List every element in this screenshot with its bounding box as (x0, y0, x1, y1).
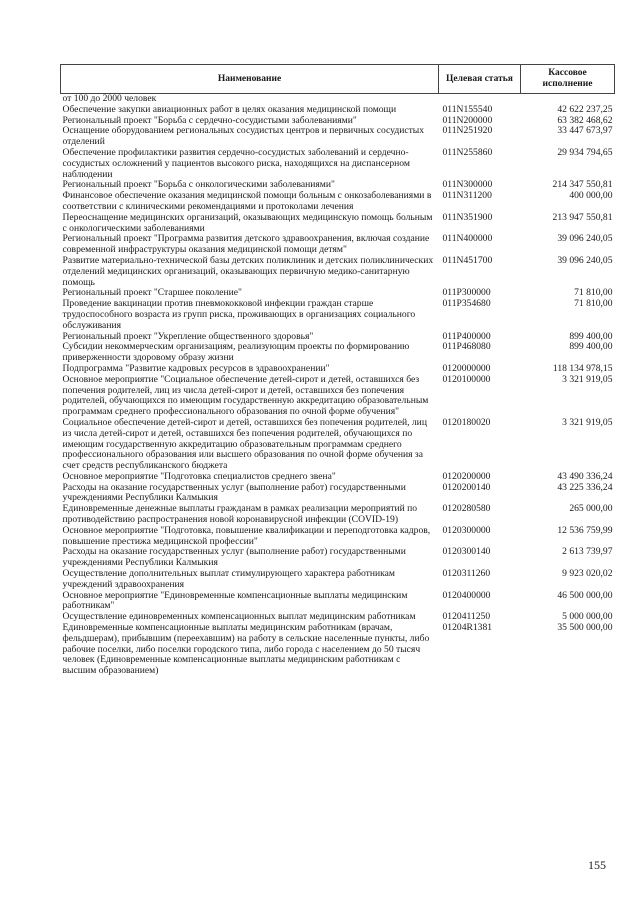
table-row (61, 591, 615, 613)
table-row (61, 375, 615, 418)
row-name: Региональный проект "Борьба с сердечно-сосудистыми заболеваниями" (62, 114, 357, 126)
row-name: Обеспечение профилактики развития сердечно-сосудистых заболеваний и сердечно-сосудистых осложнений у пациентов высокого риска, находящихся на диспансерном наблюдении (62, 146, 410, 180)
table-row (61, 234, 615, 256)
row-target-code: 0120200000 (442, 470, 491, 482)
row-target-code: 01204R1381 (442, 622, 493, 634)
row-target-code: 011N255860 (442, 146, 493, 158)
row-target-code: 0120300140 (442, 546, 491, 558)
row-amount: 39 096 240,05 (557, 254, 613, 266)
row-amount: 214 347 550,81 (552, 179, 613, 191)
row-name: Единовременные денежные выплаты гражданам в рамках реализации мероприятий по противодействию распространения новой коронавирусной инфекции (COVID-19) (62, 503, 418, 526)
row-target-code: 011N400000 (442, 233, 493, 245)
table-row (61, 213, 615, 235)
table-row (61, 504, 615, 526)
row-name: Единовременные компенсационные выплаты медицинским работникам (врачам, фельдшерам), прибывшим (переехавшим) на работу в сельские населенные пункты, либо рабочие поселки, либо поселки городского типа, либо города с населением до 50 тысяч человек (Единовременные компенсационные выплаты медицинским работникам с высшим образованием) (62, 622, 430, 677)
row-name: Основное мероприятие "Единовременные компенсационные выплаты медицинским работникам" (62, 589, 408, 612)
row-target-code: 0120200140 (442, 481, 491, 493)
row-target-code: 0120411250 (442, 611, 491, 623)
row-amount: 71 810,00 (574, 298, 613, 310)
row-name: Субсидии некоммерческим организациям, реализующим проекты по формированию приверженности здоровому образу жизни (62, 341, 410, 364)
row-amount: 46 500 000,00 (557, 589, 613, 601)
row-target-code: 0120000000 (442, 362, 491, 374)
row-name: Расходы на оказание государственных услуг (выполнение работ) государственными учреждениями Республики Калмыкия (62, 481, 406, 504)
row-name: Основное мероприятие "Подготовка, повышение квалификации и переподготовка кадров, повышение престижа медицинской профессии" (62, 524, 431, 547)
row-amount: 71 810,00 (574, 287, 613, 299)
row-name: от 100 до 2000 человек (62, 93, 157, 104)
header-target-code: Целевая статья (439, 65, 521, 94)
row-amount: 118 134 978,15 (552, 362, 613, 374)
row-amount: 2 613 739,97 (562, 546, 613, 558)
row-amount: 42 622 237,25 (557, 103, 613, 115)
table-row (61, 342, 615, 364)
row-target-code: 011N311200 (442, 190, 492, 202)
row-amount: 43 225 336,24 (557, 481, 613, 493)
table-row (61, 526, 615, 548)
row-amount: 899 400,00 (569, 341, 613, 353)
table-body (61, 94, 615, 678)
row-amount: 3 321 919,05 (562, 416, 613, 428)
row-name: Осуществление дополнительных выплат стимулирующего характера работникам учреждений здравоохранения (62, 568, 395, 590)
row-target-code: 0120280580 (442, 503, 491, 515)
row-target-code: 0120400000 (442, 589, 491, 601)
row-name: Проведение вакцинации против пневмококковой инфекции граждан старше трудоспособного возраста из групп риска, проживающих в организациях социального обслуживания (62, 298, 416, 331)
row-amount: 63 382 468,62 (557, 114, 613, 126)
row-name: Подпрограмма "Развитие кадровых ресурсов в здравоохранении" (62, 362, 330, 374)
row-amount: 43 490 336,24 (557, 470, 613, 482)
row-name: Расходы на оказание государственных услуг (выполнение работ) государственными учреждениями Республики Калмыкия (62, 546, 406, 569)
row-name: Основное мероприятие "Подготовка специалистов среднего звена" (62, 470, 336, 482)
row-target-code: 011N451700 (442, 254, 493, 266)
row-amount: 5 000 000,00 (562, 611, 613, 623)
table-row (61, 126, 615, 148)
row-name: Региональный проект "Старшее поколение" (62, 287, 242, 299)
budget-table-sheet (60, 64, 614, 677)
row-target-code: 0120180020 (442, 416, 491, 428)
header-cash-execution: Кассовое исполнение (521, 65, 615, 94)
row-amount: 9 923 020,02 (562, 568, 613, 580)
row-amount: 35 500 000,00 (557, 622, 613, 634)
row-target-code: 011P400000 (442, 330, 491, 342)
table-row (61, 105, 615, 116)
table-row (61, 418, 615, 472)
row-amount: 33 447 673,97 (557, 125, 613, 137)
page-number: 155 (588, 858, 606, 872)
table-row (61, 148, 615, 180)
table-row (61, 299, 615, 331)
row-amount: 3 321 919,05 (562, 373, 613, 385)
row-name: Оснащение оборудованием региональных сосудистых центров и первичных сосудистых отделений (62, 125, 425, 148)
row-amount: 39 096 240,05 (557, 233, 613, 245)
row-target-code: 0120300000 (442, 524, 491, 536)
row-target-code: 011P300000 (442, 287, 491, 299)
table-row (61, 256, 615, 288)
table-row (61, 547, 615, 569)
table-row (61, 569, 615, 591)
row-name: Обеспечение закупки авиационных работ в целях оказания медицинской помощи (62, 103, 397, 115)
table-row (61, 191, 615, 213)
table-row (61, 623, 615, 677)
row-amount: 400 000,00 (569, 190, 613, 202)
row-amount: 265 000,00 (569, 503, 613, 515)
row-name: Региональный проект "Укрепление общественного здоровья" (62, 330, 314, 342)
row-name: Основное мероприятие "Социальное обеспечение детей-сирот и детей, оставшихся без попечения родителей, лиц из числа детей-сирот и детей, оставшихся без попечения родителей, обучающихся по имеющим государственную аккредитацию образовательным программам среднего профессионального образования по очной форме обучения" (62, 373, 429, 418)
row-amount: 899 400,00 (569, 330, 613, 342)
row-target-code: 0120311260 (442, 568, 491, 580)
row-amount: 29 934 794,65 (557, 146, 613, 158)
row-target-code: 011N155540 (442, 103, 493, 115)
row-amount: 12 536 759,99 (557, 524, 613, 536)
row-target-code: 0120100000 (442, 373, 491, 385)
row-target-code: 011N251920 (442, 125, 493, 137)
row-name: Финансовое обеспечение оказания медицинской помощи больным с онкозаболеваниями в соответствии с клиническими рекомендациями и протоколами лечения (62, 190, 432, 212)
row-name: Региональный проект "Программа развития детского здравоохранения, включая создание современной инфраструктуры оказания медицинской помощи детям" (62, 233, 430, 256)
table-header (61, 65, 615, 94)
row-name: Осуществление единовременных компенсационных выплат медицинским работникам (62, 611, 416, 623)
row-target-code: 011N200000 (442, 114, 493, 126)
budget-table (60, 64, 615, 677)
row-name: Социальное обеспечение детей-сирот и детей, оставшихся без попечения родителей, лиц из числа детей-сирот и детей, оставшихся без попечения родителей, обучающихся по имеющим государственную аккредитацию образовательным программам среднего профессионального образования или высшего образования по очной форме обучения за счет средств республиканского бюджета (62, 416, 427, 472)
header-name: Наименование (61, 65, 439, 94)
row-name: Развитие материально-технической базы детских поликлиник и детских поликлинических отделений медицинских организаций, оказывающих первичную медико-санитарную помощь (62, 254, 434, 288)
row-target-code: 011N300000 (442, 179, 493, 191)
row-target-code: 011P354680 (442, 298, 491, 310)
row-target-code: 011P468080 (442, 341, 491, 353)
row-amount: 213 947 550,81 (552, 211, 613, 223)
row-name: Переоснащение медицинских организаций, оказывающих медицинскую помощь больным с онкологическими заболеваниями (62, 211, 433, 234)
table-row (61, 483, 615, 505)
row-name: Региональный проект "Борьба с онкологическими заболеваниями" (62, 179, 335, 191)
row-target-code: 011N351900 (442, 211, 493, 223)
